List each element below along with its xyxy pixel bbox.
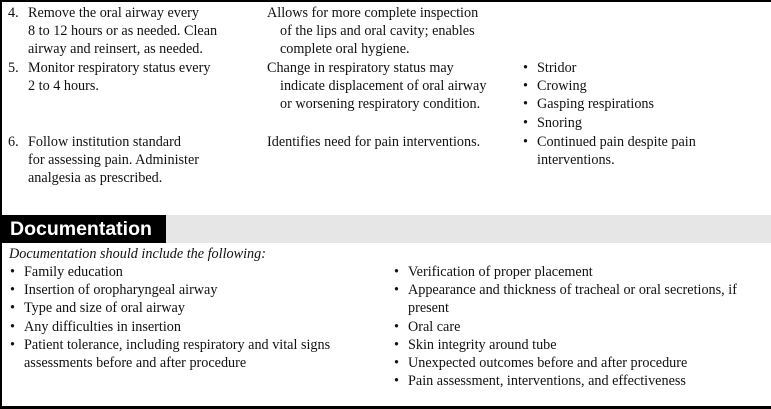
- step-number: 4.: [8, 5, 19, 21]
- rationale-line: of the lips and oral cavity; enables: [280, 23, 475, 40]
- documentation-item: • Appearance and thickness of tracheal or oral secretions, if present: [393, 281, 763, 317]
- step-6-rationale: [267, 133, 517, 151]
- step-5-rationale: [267, 59, 517, 114]
- rationale-line: indicate displacement of oral airway: [280, 78, 487, 95]
- rationale-line: Identifies need for pain interventions.: [267, 134, 481, 150]
- action-line: 8 to 12 hours or as needed. Clean: [28, 23, 218, 40]
- step-5-unexpected-outcomes: [522, 59, 767, 132]
- step-number: 5.: [8, 60, 19, 76]
- rationale-line: Change in respiratory status may: [267, 60, 454, 76]
- documentation-title: Documentation: [0, 215, 166, 243]
- documentation-item: • Unexpected outcomes before and after procedure: [393, 354, 763, 372]
- documentation-item: • Insertion of oropharyngeal airway: [9, 281, 389, 299]
- outcome-item: • Crowing: [522, 77, 767, 95]
- documentation-item: • Patient tolerance, including respiratory and vital signs assessments before and after procedure: [9, 336, 389, 372]
- documentation-item: • Type and size of oral airway: [9, 299, 389, 317]
- step-4-rationale: [267, 4, 517, 59]
- outcome-item: • Continued pain despite pain interventions.: [522, 133, 722, 169]
- step-6-action: [8, 133, 258, 188]
- action-line: analgesia as prescribed.: [28, 170, 163, 187]
- documentation-item: • Any difficulties in insertion: [9, 318, 389, 336]
- documentation-item: • Skin integrity around tube: [393, 336, 763, 354]
- documentation-item: • Oral care: [393, 318, 763, 336]
- action-line: 2 to 4 hours.: [28, 78, 99, 95]
- action-line: Follow institution standard: [28, 134, 181, 150]
- documentation-header-bar: [0, 215, 771, 243]
- outcome-item: • Stridor: [522, 59, 767, 77]
- step-6-unexpected-outcomes: [522, 133, 722, 169]
- documentation-item: • Family education: [9, 263, 389, 281]
- action-line: airway and reinsert, as needed.: [28, 41, 203, 58]
- step-number: 6.: [8, 134, 19, 150]
- rationale-line: or worsening respiratory condition.: [280, 96, 481, 113]
- documentation-list-left: [9, 263, 389, 372]
- rationale-line: Allows for more complete inspection: [267, 5, 479, 21]
- documentation-intro: Documentation should include the following:: [9, 246, 266, 262]
- outcome-item: • Gasping respirations: [522, 95, 767, 113]
- action-line: Remove the oral airway every: [28, 5, 199, 21]
- action-line: for assessing pain. Administer: [28, 152, 200, 169]
- documentation-item: • Verification of proper placement: [393, 263, 763, 281]
- documentation-list-right: [393, 263, 763, 390]
- documentation-item: • Pain assessment, interventions, and effectiveness: [393, 372, 763, 390]
- step-4-action: [8, 4, 258, 59]
- action-line: Monitor respiratory status every: [28, 60, 211, 76]
- outcome-item: • Snoring: [522, 114, 767, 132]
- step-5-action: [8, 59, 258, 95]
- rationale-line: complete oral hygiene.: [280, 41, 410, 58]
